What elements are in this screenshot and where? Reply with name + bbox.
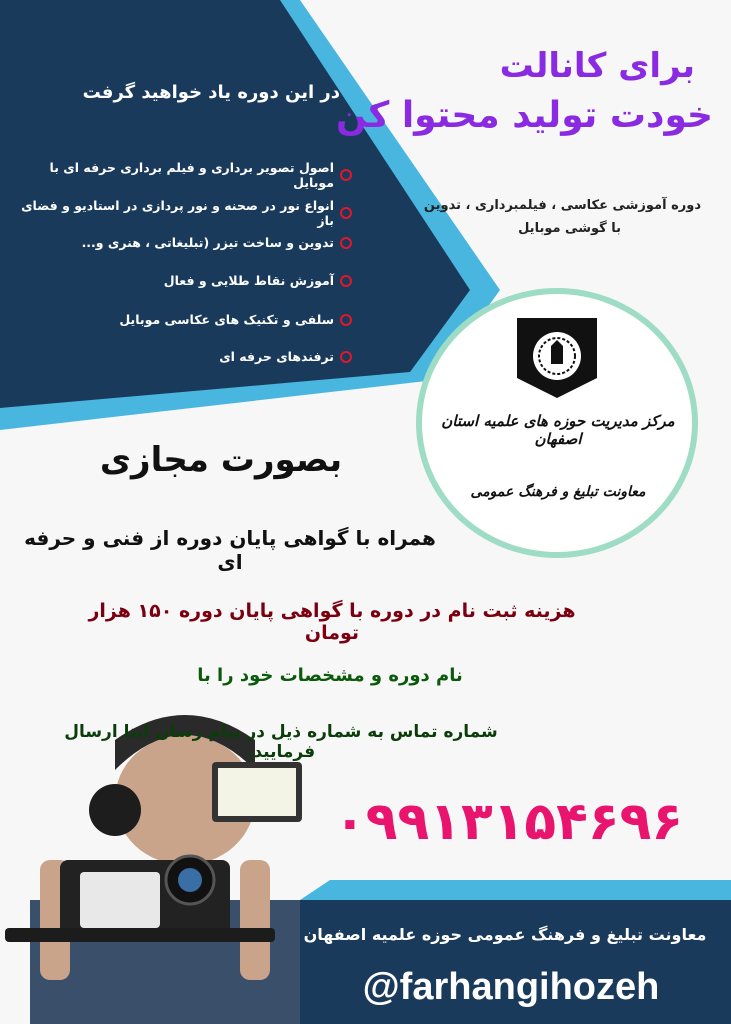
logo-text-line-1: مرکز مدیریت حوزه های علمیه استان اصفهان — [441, 412, 675, 448]
send-instructions-line-1: نام دوره و مشخصات خود را با — [197, 665, 463, 686]
learn-item — [16, 273, 352, 288]
bullet-circle-icon — [340, 314, 352, 326]
registration-fee-text: هزینه ثبت نام در دوره با گواهی پایان دوره ۱۵۰ هزار تومان — [88, 600, 576, 644]
bullet-circle-icon — [340, 351, 352, 363]
learn-item-label: تدوین و ساخت تیزر (تبلیغاتی ، هنری و... — [81, 235, 334, 250]
certificate-text: همراه با گواهی پایان دوره از فنی و حرفه ای — [24, 526, 436, 574]
learn-item — [16, 198, 352, 228]
footer-organization-name: معاونت تبلیغ و فرهنگ عمومی حوزه علمیه اصفهان — [303, 925, 707, 944]
course-description-line-1: دوره آموزشی عکاسی ، فیلمبرداری ، تدوین — [423, 198, 701, 213]
organization-logo — [416, 288, 698, 558]
headline-line-1: برای کانالت — [499, 46, 695, 86]
learn-item — [16, 160, 352, 190]
logo-text-line-2: معاونت تبلیغ و فرهنگ عمومی — [470, 484, 646, 500]
bottom-blue-stripe — [300, 880, 731, 900]
send-instructions-line-2: شماره تماس به شماره ذیل در پیام رسان ایتا ارسال فرمایید. — [64, 722, 498, 762]
learn-item-label: ترفندهای حرفه ای — [219, 349, 334, 364]
bullet-circle-icon — [340, 207, 352, 219]
bullet-circle-icon — [340, 275, 352, 287]
headline-line-2: خودت تولید محتوا کن — [335, 95, 713, 136]
learn-item-label: انواع نور در صحنه و نور پردازی در استادیو و فضای باز — [21, 198, 334, 228]
virtual-course-title: بصورت مجازی — [99, 440, 343, 480]
bullet-circle-icon — [340, 237, 352, 249]
course-description-line-2: با گوشی موبایل — [518, 221, 621, 236]
learn-item-label: سلفی و تکنیک های عکاسی موبایل — [119, 312, 334, 327]
learn-item-label: آموزش نقاط طلایی و فعال — [163, 273, 334, 288]
bullet-circle-icon — [340, 169, 352, 181]
phone-number: ۰۹۹۱۳۱۵۴۶۹۶ — [334, 792, 684, 852]
learn-item — [16, 312, 352, 327]
social-handle: @farhangihozeh — [362, 966, 660, 1008]
learn-section-title: در این دوره یاد خواهید گرفت — [82, 82, 340, 103]
learn-item-label: اصول تصویر برداری و فیلم برداری حرفه ای با موبایل — [49, 160, 334, 190]
learn-item — [16, 349, 352, 364]
learn-item — [16, 235, 352, 250]
